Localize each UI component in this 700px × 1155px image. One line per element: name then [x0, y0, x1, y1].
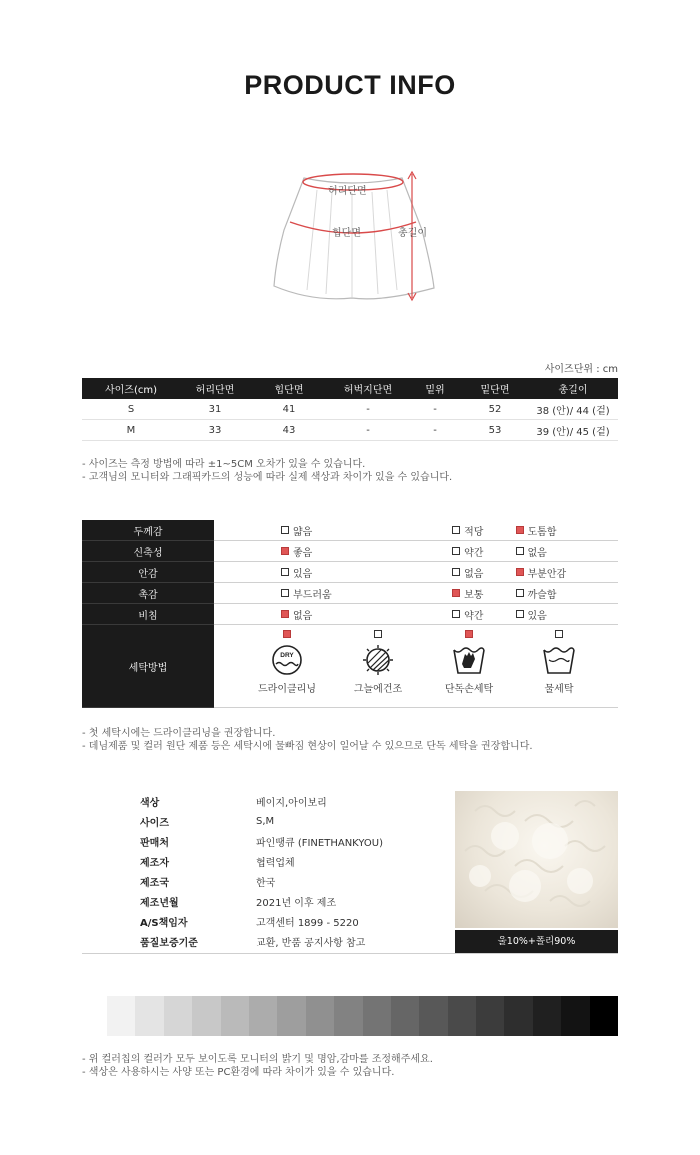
feature-option: [452, 583, 515, 604]
table-row: [82, 831, 455, 851]
size-cell: -: [408, 399, 462, 420]
wash-item-dry-clean: [242, 625, 332, 695]
dry-clean-icon: [267, 644, 307, 676]
size-header-cell: 밑위: [408, 378, 462, 399]
size-header-cell: 총길이: [528, 378, 618, 399]
feature-label: 촉감: [82, 583, 214, 604]
feature-option: [516, 520, 619, 541]
table-row: [82, 891, 455, 911]
note-line: - 첫 세탁시에는 드라이클리닝을 권장합니다.: [82, 728, 276, 739]
checkbox-icon: [281, 547, 289, 555]
option-label: 부분안감: [527, 568, 567, 580]
checkbox-icon: [281, 589, 289, 597]
table-row: [82, 399, 618, 420]
wash-options: [214, 625, 618, 708]
wash-item-water-wash: [514, 625, 604, 695]
option-label: 있음: [293, 568, 313, 580]
feature-row: [82, 541, 618, 562]
table-row: [82, 931, 455, 951]
note-line: - 데님제품 및 컬러 원단 제품 등은 세탁시에 물빠짐 현상이 일어날 수 있으므로 단독 세탁을 권장합니다.: [82, 741, 533, 752]
size-header-cell: 밑단면: [462, 378, 528, 399]
option-label: 있음: [527, 610, 547, 622]
feature-option: [516, 541, 619, 562]
option-label: 도톰함: [527, 526, 557, 538]
size-table-header: [82, 378, 618, 399]
fabric-image: [455, 791, 618, 928]
table-row: [82, 871, 455, 891]
option-label: 없음: [293, 610, 313, 622]
feature-option: [516, 583, 619, 604]
grayscale-chip: [419, 996, 447, 1036]
grayscale-chip: [164, 996, 192, 1036]
grayscale-chip: [363, 996, 391, 1036]
checkbox-icon: [452, 610, 460, 618]
info-value: 협력업체: [256, 857, 295, 869]
feature-option: [452, 520, 515, 541]
info-value: 파인땡큐 (FINETHANKYOU): [256, 837, 384, 849]
info-key: 판매처: [140, 837, 169, 849]
hand-wash-icon: [449, 644, 489, 676]
info-key: 사이즈: [140, 817, 169, 829]
feature-option: [214, 583, 452, 604]
table-row: [82, 791, 455, 811]
size-cell: 38 (안)/ 44 (겉): [528, 399, 618, 420]
info-value: 고객센터 1899 - 5220: [256, 917, 359, 929]
waist-label: 허리단면: [328, 186, 367, 197]
option-label: 보통: [464, 589, 484, 601]
size-unit: 사이즈단위 : cm: [544, 364, 618, 375]
size-cell: -: [408, 420, 462, 441]
note-line: - 사이즈는 측정 방법에 따라 ±1~5CM 오차가 있을 수 있습니다.: [82, 459, 366, 470]
wash-row: [82, 625, 618, 708]
length-label: 총길이: [398, 228, 427, 239]
skirt-diagram: [262, 160, 442, 310]
wash-item-label: 물세탁: [544, 684, 574, 695]
size-cell: -: [328, 420, 408, 441]
info-value: 한국: [256, 877, 276, 889]
checkbox-icon: [452, 526, 460, 534]
option-label: 없음: [464, 568, 484, 580]
wash-item-label: 그늘에건조: [353, 684, 403, 695]
option-label: 없음: [527, 547, 547, 559]
note-line: - 고객님의 모니터와 그래픽카드의 성능에 따라 실제 색상과 차이가 있을 수 있습니다.: [82, 472, 453, 483]
water-wash-icon: [539, 644, 579, 676]
hip-label: 힙단면: [332, 228, 361, 239]
checkbox-icon: [374, 630, 382, 638]
feature-table: [82, 520, 618, 708]
checkbox-icon: [281, 568, 289, 576]
feature-label: 비침: [82, 604, 214, 625]
size-header-cell: 사이즈(cm): [82, 378, 180, 399]
size-cell: -: [328, 399, 408, 420]
table-row: [82, 851, 455, 871]
feature-option: [214, 541, 452, 562]
feature-row: [82, 520, 618, 541]
product-info-table: [82, 791, 455, 951]
checkbox-icon: [516, 589, 524, 597]
feature-option: [214, 562, 452, 583]
grayscale-chip: [590, 996, 618, 1036]
info-key: 제조년월: [140, 897, 179, 909]
feature-option: [516, 604, 619, 625]
option-label: 까슬함: [527, 589, 557, 601]
info-value: 2021년 이후 제조: [256, 897, 337, 909]
checkbox-icon: [465, 630, 473, 638]
grayscale-chip-strip: [107, 996, 618, 1036]
info-key: 제조자: [140, 857, 169, 869]
size-cell: S: [82, 399, 180, 420]
grayscale-chip: [391, 996, 419, 1036]
grayscale-chip: [561, 996, 589, 1036]
grayscale-chip: [135, 996, 163, 1036]
info-key: 제조국: [140, 877, 169, 889]
wash-label: 세탁방법: [82, 625, 214, 708]
checkbox-icon: [516, 526, 524, 534]
feature-option: [214, 604, 452, 625]
size-cell: 31: [180, 399, 250, 420]
checkbox-icon: [452, 589, 460, 597]
grayscale-chip: [249, 996, 277, 1036]
checkbox-icon: [281, 526, 289, 534]
grayscale-chip: [476, 996, 504, 1036]
feature-row: [82, 562, 618, 583]
option-label: 적당: [464, 526, 484, 538]
feature-label: 신축성: [82, 541, 214, 562]
checkbox-icon: [516, 610, 524, 618]
size-cell: 39 (안)/ 45 (겉): [528, 420, 618, 441]
size-cell: 41: [250, 399, 328, 420]
size-cell: 43: [250, 420, 328, 441]
feature-row: [82, 604, 618, 625]
wash-notes: [82, 727, 533, 753]
checkbox-icon: [283, 630, 291, 638]
shade-dry-icon: [358, 644, 398, 676]
option-label: 약간: [464, 610, 484, 622]
checkbox-icon: [281, 610, 289, 618]
page-title: PRODUCT INFO: [244, 70, 456, 100]
info-value: S,M: [256, 815, 275, 827]
info-value: 베이지,아이보리: [256, 797, 327, 809]
option-label: 좋음: [293, 547, 313, 559]
size-cell: 53: [462, 420, 528, 441]
wash-item-label: 단독손세탁: [444, 684, 494, 695]
option-label: 얇음: [293, 526, 313, 538]
feature-option: [516, 562, 619, 583]
feature-option: [452, 541, 515, 562]
grayscale-chip: [533, 996, 561, 1036]
table-row: [82, 911, 455, 931]
feature-option: [214, 520, 452, 541]
grayscale-chip: [504, 996, 532, 1036]
grayscale-chip: [448, 996, 476, 1036]
option-label: 부드러움: [293, 589, 332, 601]
wash-item-hand-wash: [424, 625, 514, 695]
size-header-cell: 허벅지단면: [328, 378, 408, 399]
checkbox-icon: [555, 630, 563, 638]
fabric-caption: 울10%+폴리90%: [455, 930, 618, 953]
info-key: 색상: [140, 797, 160, 809]
checkbox-icon: [516, 547, 524, 555]
feature-label: 두께감: [82, 520, 214, 541]
size-cell: 52: [462, 399, 528, 420]
checkbox-icon: [452, 547, 460, 555]
divider: [82, 953, 618, 954]
grayscale-chip: [306, 996, 334, 1036]
checkbox-icon: [452, 568, 460, 576]
dry-icon-text: DRY: [280, 652, 294, 659]
info-key: 품질보증기준: [140, 937, 198, 949]
feature-label: 안감: [82, 562, 214, 583]
grayscale-chip: [221, 996, 249, 1036]
fabric-texture: [455, 791, 618, 928]
grayscale-chip: [107, 996, 135, 1036]
grayscale-chip: [192, 996, 220, 1036]
size-header-cell: 힙단면: [250, 378, 328, 399]
wash-item-shade-dry: [333, 625, 423, 695]
grayscale-chip: [334, 996, 362, 1036]
info-key: A/S책임자: [140, 917, 188, 929]
size-header-cell: 허리단면: [180, 378, 250, 399]
note-line: - 색상은 사용하시는 사양 또는 PC환경에 따라 차이가 있을 수 있습니다.: [82, 1067, 395, 1078]
grayscale-chip: [277, 996, 305, 1036]
feature-option: [452, 562, 515, 583]
note-line: - 위 컬러칩의 컬러가 모두 보이도록 모니터의 밝기 및 명암,감마를 조정해주세요.: [82, 1054, 433, 1065]
checkbox-icon: [516, 568, 524, 576]
option-label: 약간: [464, 547, 484, 559]
color-notes: [82, 1053, 433, 1079]
feature-option: [452, 604, 515, 625]
info-value: 교환, 반품 공지사항 참고: [256, 937, 366, 949]
size-cell: 33: [180, 420, 250, 441]
size-cell: M: [82, 420, 180, 441]
wash-item-label: 드라이클리닝: [258, 684, 316, 695]
table-row: [82, 420, 618, 441]
feature-row: [82, 583, 618, 604]
size-notes: [82, 458, 452, 484]
size-table: [82, 378, 618, 441]
table-row: [82, 811, 455, 831]
